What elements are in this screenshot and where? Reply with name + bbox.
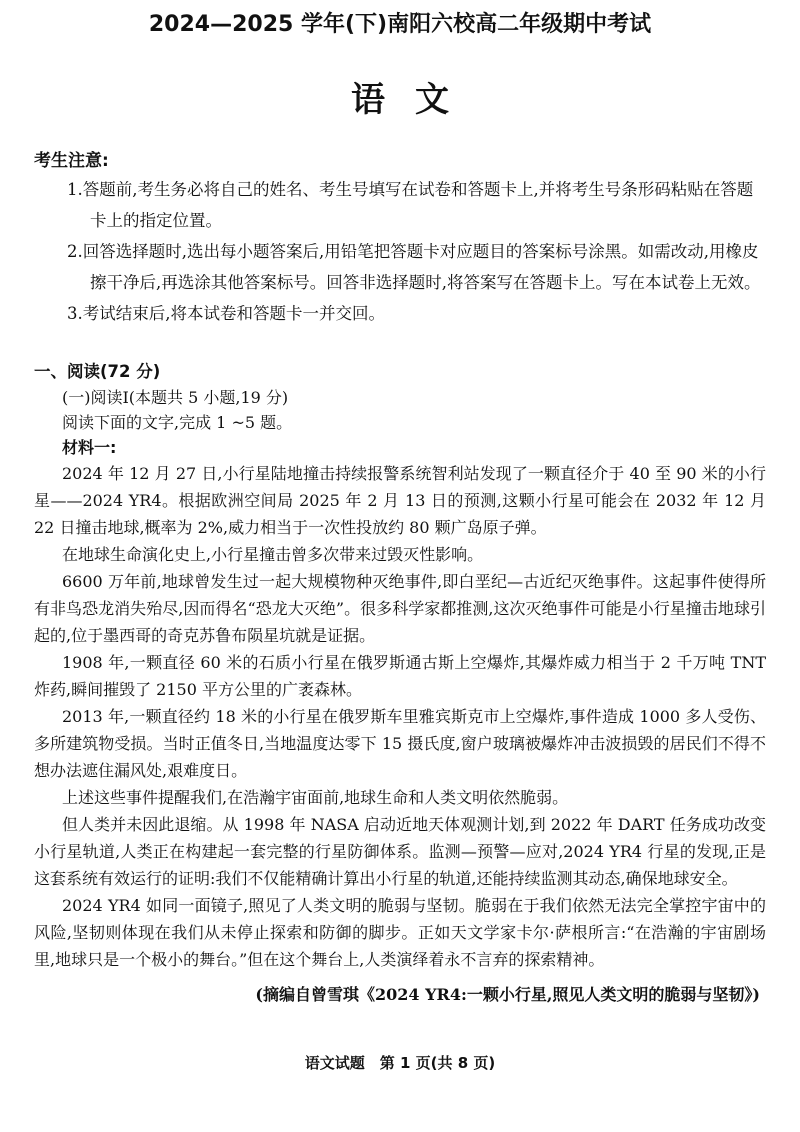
candidate-notice [34, 148, 766, 329]
page-footer: 语文试题 第 1 页(共 8 页) [304, 1054, 496, 1072]
passage-paragraph: 但人类并未因此退缩。从 1998 年 NASA 启动近地天体观测计划,到 2022 年 DART 任务成功改变小行星轨道,人类正在构建起一套完整的行星防御体系。监测—预警—应对,2024 YR4 行星的发现,正是这套系统有效运行的证明:我们不仅能精确计算出小行星的轨道,还能持续监测其动态,确保地球安全。 [34, 815, 766, 888]
exam-title: 2024—2025 学年(下)南阳六校高二年级期中考试 [148, 12, 652, 37]
passage-paragraph: 2024 年 12 月 27 日,小行星陆地撞击持续报警系统智利站发现了一颗直径介于 40 至 90 米的小行星——2024 YR4。根据欧洲空间局 2025 年 2 月 13 日的预测,这颗小行星可能会在 2032 年 12 月 22 日撞击地球,概率为 2%,威力相当于一次性投放约 80 颗广岛原子弹。 [34, 464, 766, 537]
passage-paragraph: 1908 年,一颗直径 60 米的石质小行星在俄罗斯通古斯上空爆炸,其爆炸威力相当于 2 千万吨 TNT 炸药,瞬间摧毁了 2150 平方公里的广袤森林。 [34, 653, 766, 699]
passage-paragraph: 上述这些事件提醒我们,在浩瀚宇宙面前,地球生命和人类文明依然脆弱。 [62, 788, 569, 807]
notice-item: 3.考试结束后,将本试卷和答题卡一并交回。 [67, 304, 385, 323]
notice-item: 1.答题前,考生务必将自己的姓名、考生号填写在试卷和答题卡上,并将考生号条形码粘贴在答题卡上的指定位置。 [67, 180, 754, 230]
passage-paragraph: 2013 年,一颗直径约 18 米的小行星在俄罗斯车里雅宾斯克市上空爆炸,事件造成 1000 多人受伤、多所建筑物受损。当时正值冬日,当地温度达零下 15 摄氏度,窗户玻璃被爆炸冲击波损毁的居民们不得不想办法遮住漏风处,艰难度日。 [34, 707, 766, 780]
material-title: 材料一: [62, 438, 117, 457]
passage-source: (摘编自曾雪琪《2024 YR4:一颗小行星,照见人类文明的脆弱与坚韧》) [255, 985, 760, 1004]
passage-paragraph: 6600 万年前,地球曾发生过一起大规模物种灭绝事件,即白垩纪—古近纪灭绝事件。这起事件使得所有非鸟恐龙消失殆尽,因而得名“恐龙大灭绝”。很多科学家都推测,这次灭绝事件可能是小行星撞击地球引起的,位于墨西哥的奇克苏鲁布陨星坑就是证据。 [34, 572, 766, 645]
passage-paragraph: 2024 YR4 如同一面镜子,照见了人类文明的脆弱与坚韧。脆弱在于我们依然无法完全掌控宇宙中的风险,坚韧则体现在我们从未停止探索和防御的脚步。正如天文学家卡尔·萨根所言:“在浩瀚的宇宙剧场里,地球只是一个极小的舞台。”但在这个舞台上,人类演绎着永不言弃的探索精神。 [34, 896, 766, 969]
subsection-title: (一)阅读Ⅰ(本题共 5 小题,19 分) [62, 388, 289, 407]
reading-passage [34, 460, 766, 973]
notice-item: 2.回答选择题时,选出每小题答案后,用铅笔把答题卡对应题目的答案标号涂黑。如需改动,用橡皮擦干净后,再选涂其他答案标号。回答非选择题时,将答案写在答题卡上。写在本试卷上无效。 [67, 242, 761, 292]
passage-paragraph: 在地球生命演化史上,小行星撞击曾多次带来过毁灭性影响。 [62, 545, 484, 564]
notice-title: 考生注意: [34, 151, 109, 171]
section-title: 一、阅读(72 分) [34, 362, 161, 381]
subject-title: 语文 [351, 80, 479, 120]
instruction: 阅读下面的文字,完成 1 ~5 题。 [62, 413, 293, 432]
